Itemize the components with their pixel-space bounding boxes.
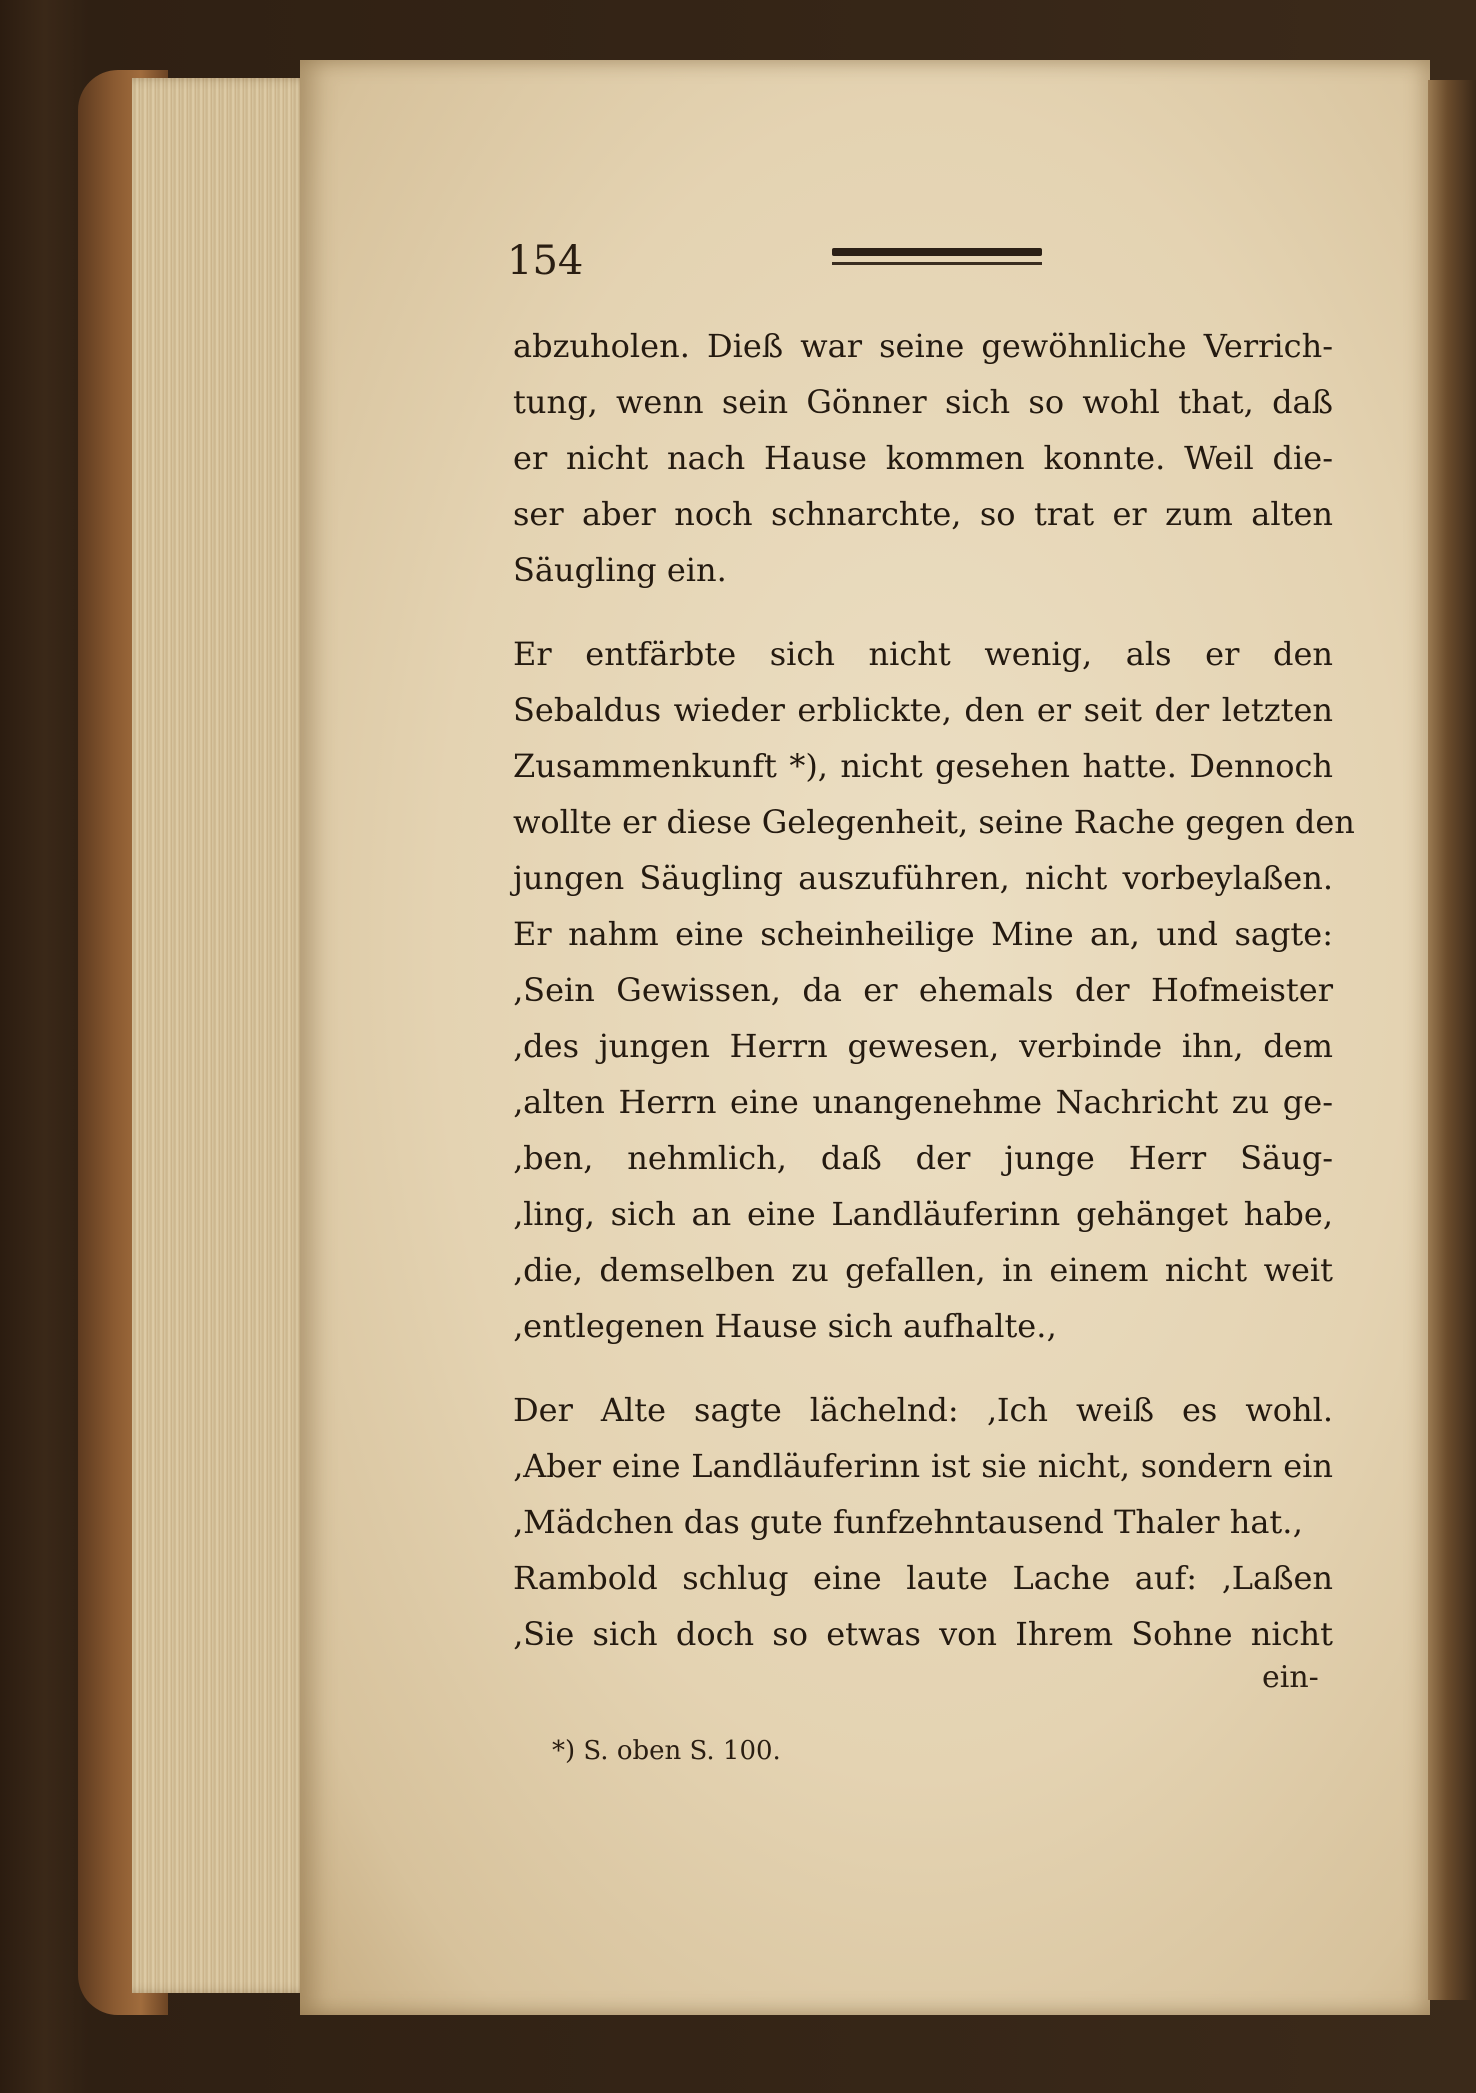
facing-page-edge [1428,80,1476,2000]
text-line: ‚Mädchen das gute funfzehntausend Thaler hat.‚ [513,1503,1303,1541]
text-line: ser aber noch schnarchte, so trat er zum alten [513,495,1333,533]
text-line: ‚Aber eine Landläuferinn ist sie nicht, sondern ein [513,1447,1333,1485]
text-line: ‚des jungen Herrn gewesen, verbinde ihn, dem [513,1027,1333,1065]
paragraph-2 [513,626,1355,1354]
header-rule [832,248,1042,272]
text-line: tung, wenn sein Gönner sich so wohl that, daß [513,383,1333,421]
paragraph-3 [513,1382,1333,1662]
text-line: ‚Sein Gewissen, da er ehemals der Hofmeister [513,971,1333,1009]
text-line: Rambold schlug eine laute Lache auf: ‚Laßen [513,1559,1333,1597]
text-line: Er entfärbte sich nicht wenig, als er den [513,635,1333,673]
text-line: ‚alten Herrn eine unangenehme Nachricht zu ge- [513,1083,1333,1121]
text-line: Säugling ein. [513,551,727,589]
header-rule-thin [832,262,1042,265]
text-line: ‚Sie sich doch so etwas von Ihrem Sohne nicht [513,1615,1333,1653]
footnote: *) S. oben S. 100. [552,1736,781,1766]
text-line: Sebaldus wieder erblickte, den er seit der letzten [513,691,1333,729]
text-line: abzuholen. Dieß war seine gewöhnliche Verrich- [513,327,1333,365]
text-line: Der Alte sagte lächelnd: ‚Ich weiß es wohl. [513,1391,1333,1429]
text-line: er nicht nach Hause kommen konnte. Weil die- [513,439,1333,477]
text-line: ‚ling, sich an eine Landläuferinn gehänget habe, [513,1195,1333,1233]
body-text [513,318,1355,1662]
page-stack-edge [132,78,310,1993]
text-line: ‚entlegenen Hause sich aufhalte.‚ [513,1307,1057,1345]
text-line: ‚die, demselben zu gefallen, in einem nicht weit [513,1251,1333,1289]
page-number: 154 [507,238,584,284]
header-rule-thick [832,248,1042,256]
text-line: Er nahm eine scheinheilige Mine an, und sagte: [513,915,1333,953]
text-line: jungen Säugling auszuführen, nicht vorbeylaßen. [513,859,1333,897]
text-line: ‚ben, nehmlich, daß der junge Herr Säug- [513,1139,1333,1177]
text-line: Zusammenkunft *), nicht gesehen hatte. Dennoch [513,747,1333,785]
text-line: wollte er diese Gelegenheit, seine Rache gegen den [513,803,1355,841]
paragraph-1 [513,318,1333,598]
page-header [507,238,1347,308]
catchword: ein- [1262,1660,1319,1695]
